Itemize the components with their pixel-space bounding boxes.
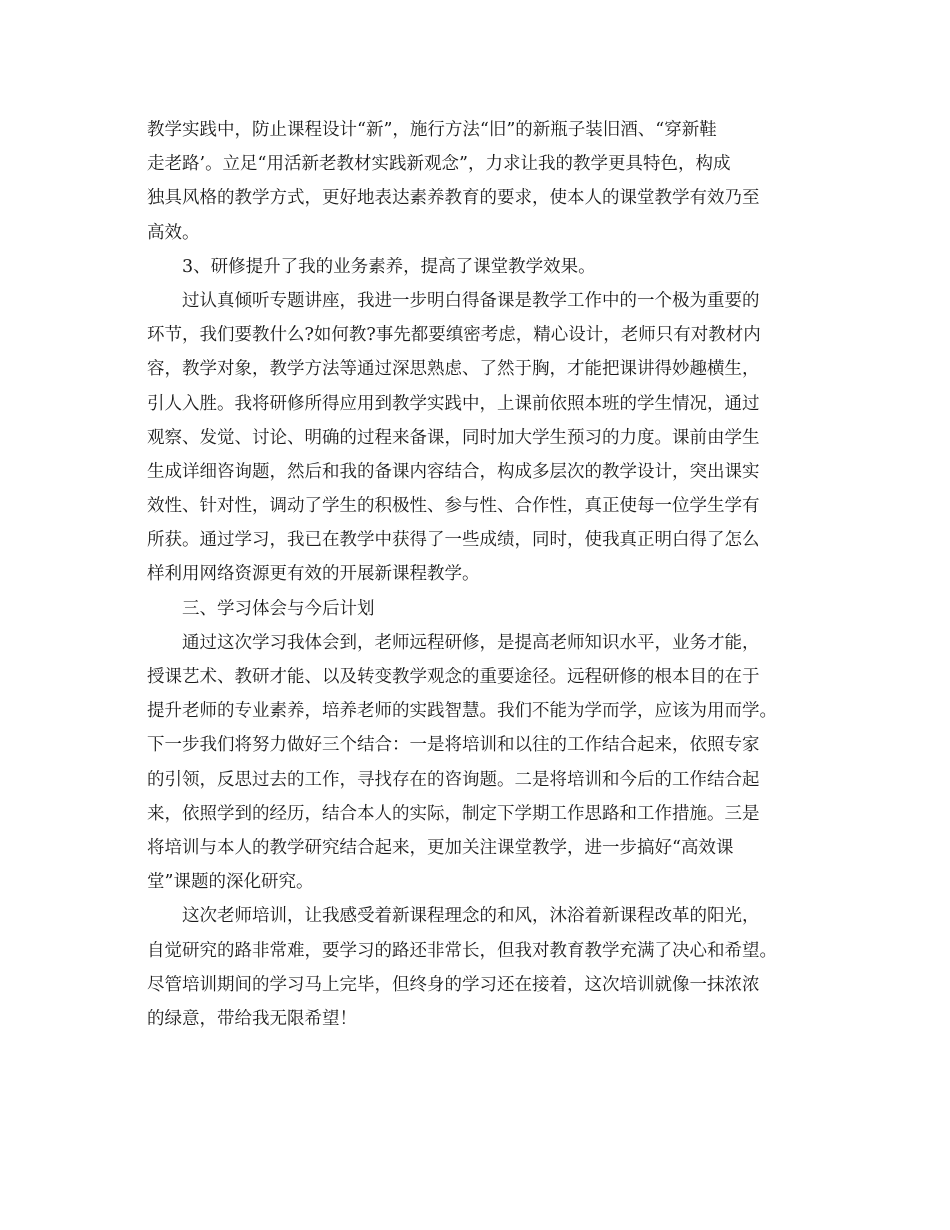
text-line: 来，依照学到的经历，结合本人的实际，制定下学期工作思路和工作措施。三是: [147, 803, 760, 824]
text-line: 堂”课题的深化研究。: [147, 872, 314, 893]
text-line: 将培训与本人的教学研究结合起来，更加关注课堂教学，进一步搞好“高效课: [147, 837, 734, 858]
text-line: 通过这次学习我体会到，老师远程研修，是提高老师知识水平，业务才能，: [182, 632, 760, 653]
text-line: 生成详细咨询题，然后和我的备课内容结合，构成多层次的教学设计，突出课实: [147, 461, 760, 482]
text-line: 三、学习体会与今后计划: [182, 598, 375, 619]
text-line: 自觉研究的路非常难，要学习的路还非常长，但我对教育教学充满了决心和希望。: [147, 940, 777, 961]
text-line: 观察、发觉、讨论、明确的过程来备课，同时加大学生预习的力度。课前由学生: [147, 427, 760, 448]
text-line: 的绿意，带给我无限希望！: [147, 1008, 357, 1029]
text-line: 下一步我们将努力做好三个结合：一是将培训和以往的工作结合起来，依照专家: [147, 735, 760, 756]
text-line: 独具风格的教学方式，更好地表达素养教育的要求，使本人的课堂教学有效乃至: [147, 188, 760, 209]
text-line: 授课艺术、教研才能、以及转变教学观念的重要途径。远程研修的根本目的在于: [147, 667, 760, 687]
text-line: 环节，我们要教什么?如何教?事先都要缜密考虑，精心设计，老师只有对教材内: [147, 325, 761, 346]
document-body: [147, 113, 817, 1036]
text-line: 的引领，反思过去的工作，寻找存在的咨询题。二是将培训和今后的工作结合起: [147, 769, 760, 790]
text-line: 这次老师培训，让我感受着新课程理念的和风，沐浴着新课程改革的阳光，: [182, 906, 760, 927]
text-line: 容，教学对象，教学方法等通过深思熟虑、了然于胸，才能把课讲得妙趣横生，: [147, 359, 760, 380]
text-line: 所获。通过学习，我已在教学中获得了一些成绩，同时，使我真正明白得了怎么: [147, 530, 760, 551]
text-line: 3、研修提升了我的业务素养，提高了课堂教学效果。: [182, 256, 596, 277]
text-line: 效性、针对性，调动了学生的积极性、参与性、合作性，真正使每一位学生学有: [147, 496, 760, 517]
text-line: 提升老师的专业素养，培养老师的实践智慧。我们不能为学而学，应该为用而学。: [147, 701, 777, 722]
text-line: 样利用网络资源更有效的开展新课程教学。: [147, 564, 480, 585]
text-line: 高效。: [147, 222, 200, 243]
text-line: 尽管培训期间的学习马上完毕，但终身的学习还在接着，这次培训就像一抹浓浓: [147, 974, 760, 995]
text-line: 引人入胜。我将研修所得应用到教学实践中，上课前依照本班的学生情况，通过: [147, 393, 760, 414]
text-line: 过认真倾听专题讲座，我进一步明白得备课是教学工作中的一个极为重要的: [182, 290, 760, 311]
text-line: 教学实践中，防止课程设计“新”，施行方法“旧”的新瓶子装旧酒、“穿新鞋: [147, 120, 717, 140]
text-line: 走老路’。立足“用活新老教材实践新观念”，力求让我的教学更具特色，构成: [147, 154, 731, 175]
